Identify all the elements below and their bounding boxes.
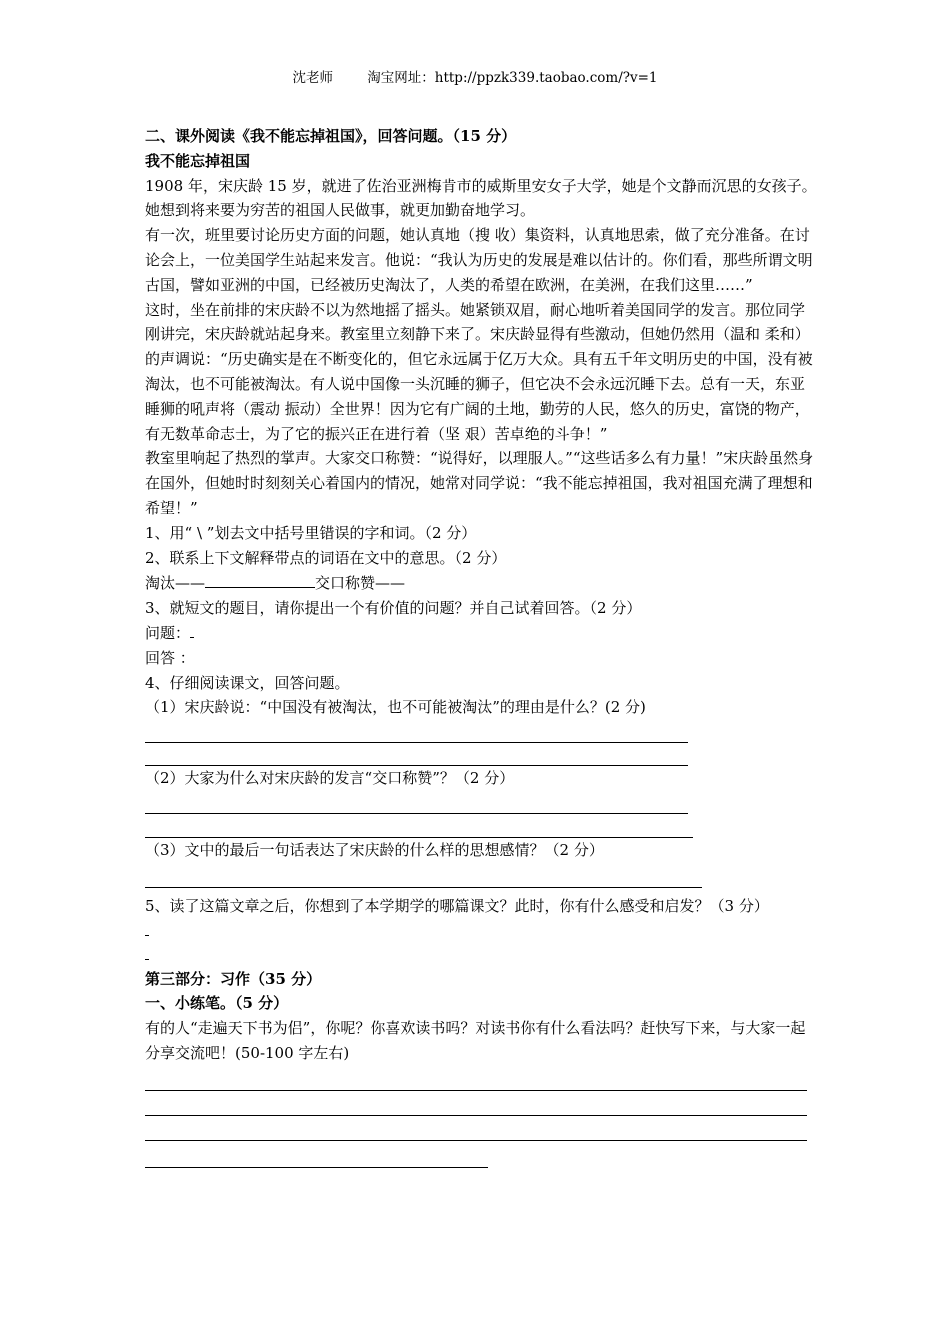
question-4: 4、仔细阅读课文，回答问题。 [145, 673, 350, 692]
section-title: 二、课外阅读《我不能忘掉祖国》，回答问题。（15 分） [145, 127, 517, 145]
answer-line[interactable] [145, 720, 688, 743]
paragraph: 1908 年，宋庆龄 15 岁，就进了佐治亚洲梅肯市的威斯里安女子大学，她是个文静而沉思的女孩子。她想到将来要为穷苦的祖国人民做事，就更加勤奋地学习。 [145, 176, 817, 220]
question-5: 5、读了这篇文章之后，你想到了本学期学的哪篇课文？此时，你有什么感受和启发？（3 分） [145, 896, 769, 915]
answer-line[interactable] [145, 791, 688, 814]
page-header [0, 66, 950, 86]
term-taotai: 淘汰—— [145, 574, 206, 593]
question-3-answer: 回答 ： [145, 648, 195, 667]
answer-line[interactable] [145, 814, 693, 838]
section3-title: 第三部分：习作（35 分） [145, 969, 322, 988]
answer-space [145, 919, 817, 943]
writing-line[interactable] [145, 1091, 807, 1116]
question-4-1: （1）宋庆龄说：“中国没有被淘汰，也不可能被淘汰”的理由是什么？(2 分) [145, 698, 646, 717]
answer-space [145, 943, 817, 967]
question-4-2: （2）大家为什么对宋庆龄的发言“交口称赞”？（2 分） [145, 769, 515, 788]
shop-url: 淘宝网址：http://ppzk339.taobao.com/?v=1 [367, 70, 658, 86]
answer-blank[interactable] [145, 921, 149, 936]
answer-blank[interactable] [190, 623, 194, 638]
document-body [145, 124, 817, 1168]
question-3-question: 问题： [145, 621, 817, 646]
writing-line[interactable] [145, 1116, 807, 1141]
teacher-name: 沈老师 [292, 70, 333, 86]
question-2: 2、联系上下文解释带点的词语在文中的意思。（2 分） [145, 548, 507, 567]
question-2-terms [145, 570, 817, 596]
writing-prompt: 有的人“走遍天下书为侣”，你呢？你喜欢读书吗？对读书你有什么看法吗？赶快写下来，与大家一起分享交流吧！(50-100 字左右) [145, 1019, 806, 1062]
answer-blank[interactable] [205, 570, 315, 588]
section3-subtitle: 一、小练笔。（5 分） [145, 994, 289, 1013]
writing-line[interactable] [145, 1141, 488, 1168]
writing-line[interactable] [145, 1066, 807, 1091]
answer-line[interactable] [145, 743, 688, 766]
answer-line[interactable] [145, 863, 702, 888]
question-1: 1、用“ \ ”划去文中括号里错误的字和词。（2 分） [145, 523, 477, 542]
paragraph: 有一次，班里要讨论历史方面的问题，她认真地（搜 收）集资料，认真地思索，做了充分准备。在讨论会上，一位美国学生站起来发言。他说：“我认为历史的发展是难以估计的。你们看，那些所谓文明古国，譬如亚洲的中国，已经被历史淘汰了，人类的希望在欧洲，在美洲，在我们这里……” [145, 226, 813, 294]
question-4-3: （3）文中的最后一句话表达了宋庆龄的什么样的思想感情？（2 分） [145, 840, 604, 859]
paragraph: 这时，坐在前排的宋庆龄不以为然地摇了摇头。她紧锁双眉，耐心地听着美国同学的发言。那位同学刚讲完，宋庆龄就站起身来。教室里立刻静下来了。宋庆龄显得有些激动，但她仍然用（温和 柔和）的声调说：“历史确实是在不断变化的，但它永远属于亿万大众。具有五千年文明历史的中国，没有被淘汰，也不可能被淘汰。有人说中国像一头沉睡的狮子，但它决不会永远沉睡下去。总有一天，东亚睡狮的吼声将（震动 振动）全世界！因为它有广阔的土地，勤劳的人民，悠久的历史，富饶的物产，有无数革命志士，为了它的振兴正在进行着（坚 艰）苦卓绝的斗争！” [145, 300, 813, 443]
passage-title: 我不能忘掉祖国 [145, 151, 251, 170]
term-jiaokou: 交口称赞—— [315, 574, 406, 593]
answer-blank[interactable] [145, 945, 149, 960]
question-3: 3、就短文的题目，请你提出一个有价值的问题？并自己试着回答。（2 分） [145, 599, 642, 618]
paragraph: 教室里响起了热烈的掌声。大家交口称赞：“说得好，以理服人。”“这些话多么有力量！”宋庆龄虽然身在国外，但她时时刻刻关心着国内的情况，她常对同学说：“我不能忘掉祖国，我对祖国充满了理想和希望！” [145, 449, 814, 517]
